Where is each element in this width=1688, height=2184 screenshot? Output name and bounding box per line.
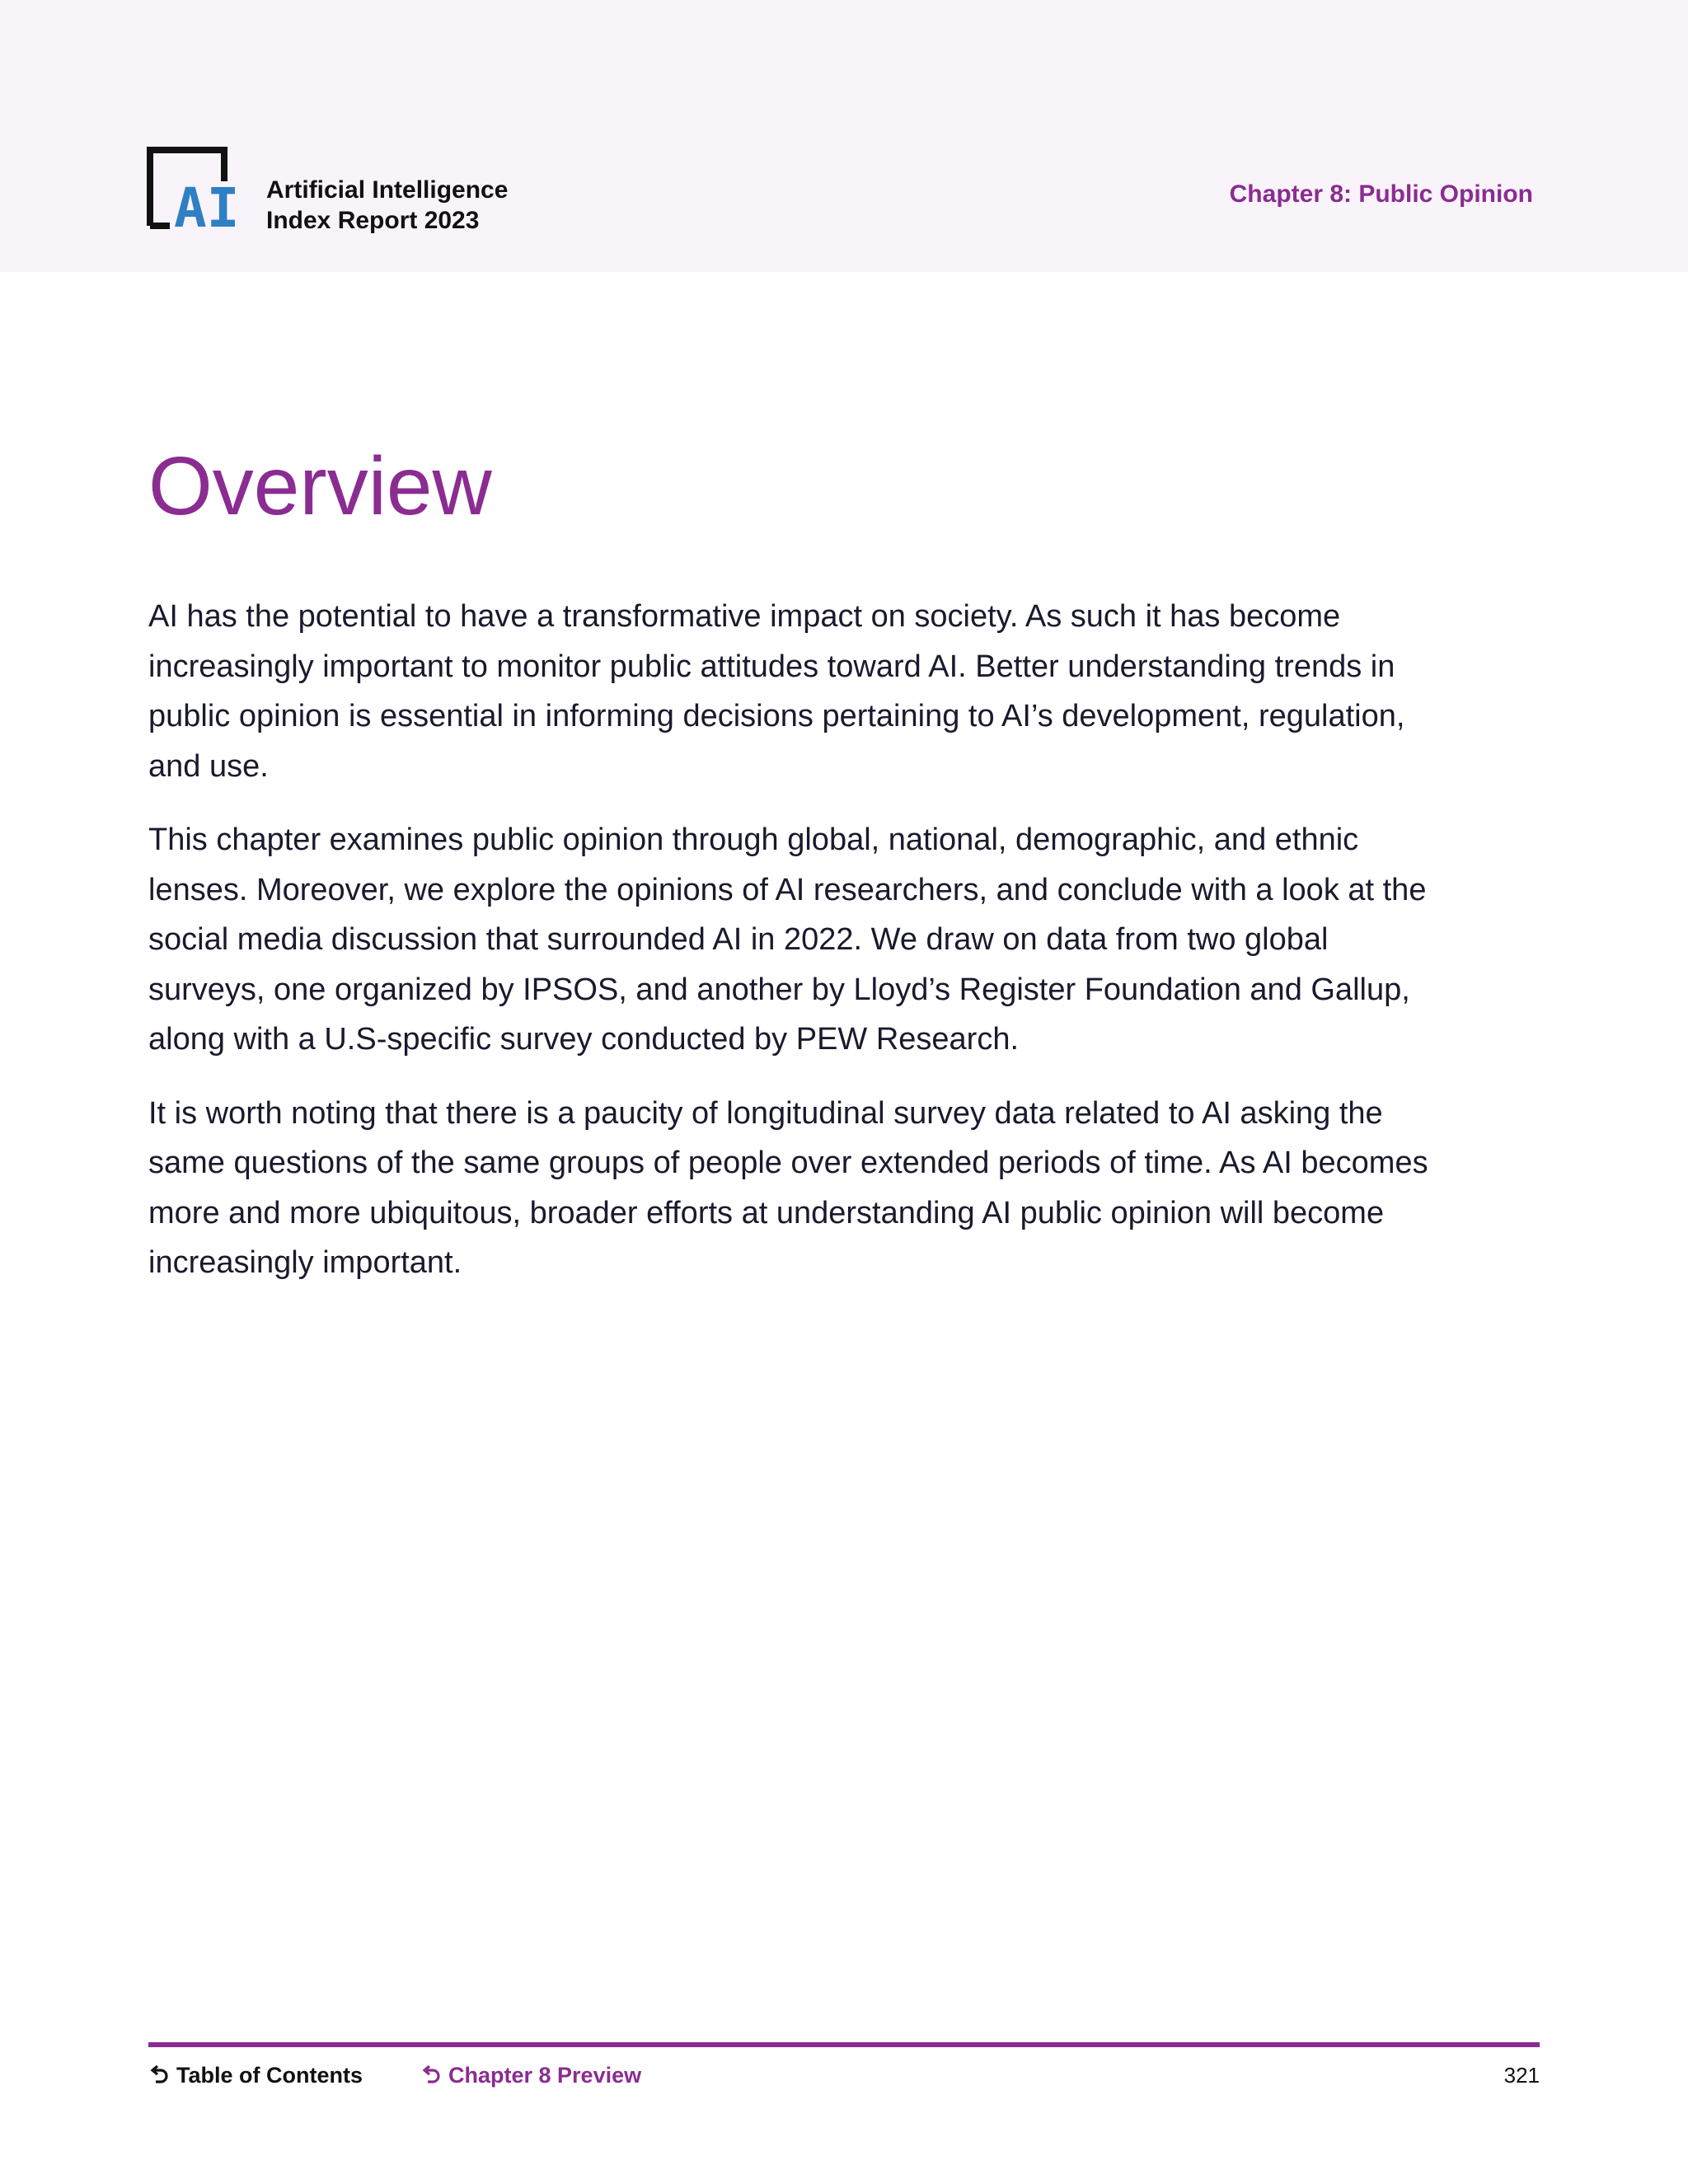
paragraph-2: This chapter examines public opinion through global, national, demographic, and ethnic lenses. Moreover, we explore the opinions of AI researchers, and conclude with a look at the social media discussion that surrounded AI in 2022. We draw on data from two global surveys, one organized by IPSOS, and another by Lloyd’s Register Foundation and Gallup, along with a U.S-specific survey conducted by PEW Research. bbox=[148, 823, 1427, 1057]
body-text bbox=[148, 592, 1451, 1312]
report-title-line2: Index Report 2023 bbox=[266, 207, 480, 234]
report-title bbox=[266, 175, 508, 236]
page-header bbox=[0, 0, 1688, 272]
return-arrow-icon bbox=[148, 2064, 170, 2086]
table-of-contents-link[interactable] bbox=[148, 2059, 363, 2092]
return-arrow-icon bbox=[420, 2064, 442, 2086]
page-title: Overview bbox=[148, 440, 492, 532]
chapter-preview-link[interactable] bbox=[420, 2059, 641, 2092]
paragraph-3: It is worth noting that there is a paucity of longitudinal survey data related to AI asking the same questions of the same groups of people over extended periods of time. As AI becomes more and more ubiquitous, broader efforts at understanding AI public opinion will become increasingly important. bbox=[148, 1095, 1428, 1280]
report-title-line1: Artificial Intelligence bbox=[266, 176, 509, 204]
footer-divider bbox=[148, 2042, 1540, 2047]
chapter-label: Chapter 8: Public Opinion bbox=[1229, 180, 1533, 208]
table-of-contents-label: Table of Contents bbox=[176, 2063, 363, 2088]
paragraph-1: AI has the potential to have a transformative impact on society. As such it has become increasingly important to monitor public attitudes toward AI. Better understanding trends in public opinion is essential in informing decisions pertaining to AI’s development, regulation, and use. bbox=[148, 599, 1405, 784]
chapter-preview-label: Chapter 8 Preview bbox=[448, 2063, 642, 2088]
page-number: 321 bbox=[1503, 2063, 1540, 2088]
ai-index-logo bbox=[147, 147, 241, 229]
logo-lettering: AI bbox=[174, 176, 240, 229]
